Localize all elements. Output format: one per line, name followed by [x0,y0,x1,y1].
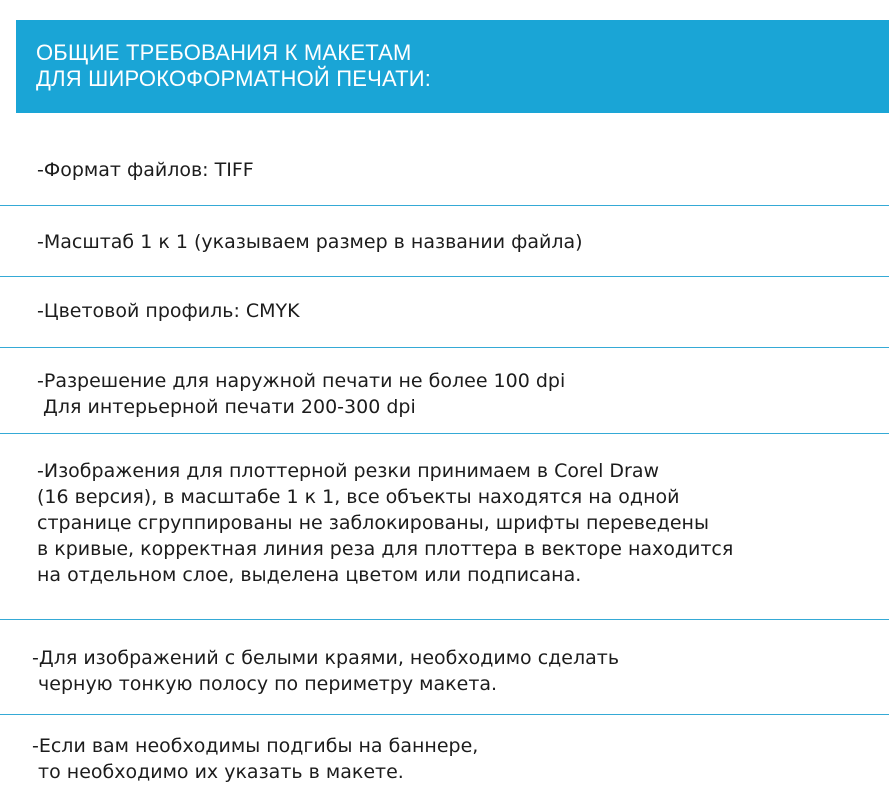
divider [0,205,889,206]
requirement-line: -Масштаб 1 к 1 (указываем размер в названии файла) [37,231,583,253]
requirement-line: (16 версия), в масштабе 1 к 1, все объекты находятся на одной [37,486,680,508]
divider [0,619,889,620]
divider [0,433,889,434]
header-title-line-2: ДЛЯ ШИРОКОФОРМАТНОЙ ПЕЧАТИ: [36,66,432,91]
divider [0,276,889,277]
requirement-line: -Формат файлов: TIFF [37,159,254,181]
requirement-scale [0,229,889,255]
requirement-line: -Если вам необходимы подгибы на баннере, [32,735,479,757]
requirement-plotter-cutting [0,458,889,588]
divider [0,347,889,348]
requirement-line: на отдельном слое, выделена цветом или подписана. [37,564,582,586]
requirement-line: Для интерьерной печати 200-300 dpi [37,396,416,418]
header-title-line-1: ОБЩИЕ ТРЕБОВАНИЯ К МАКЕТАМ [36,40,412,65]
requirement-line: -Разрешение для наружной печати не более 100 dpi [37,370,566,392]
divider [0,714,889,715]
requirement-white-edges [0,645,889,697]
requirement-color-profile [0,298,889,324]
requirement-line: -Изображения для плоттерной резки принимаем в Corel Draw [37,460,660,482]
requirement-line: то необходимо их указать в макете. [32,761,404,783]
header-banner [16,20,889,113]
requirement-file-format [0,157,889,183]
requirement-line: странице сгруппированы не заблокированы, шрифты переведены [37,512,709,534]
requirement-banner-hems [0,733,889,785]
requirement-line: в кривые, корректная линия реза для плоттера в векторе находится [37,538,734,560]
requirement-line: -Цветовой профиль: CMYK [37,300,300,322]
requirement-line: -Для изображений с белыми краями, необходимо сделать [32,647,620,669]
requirement-resolution [0,368,889,420]
requirement-line: черную тонкую полосу по периметру макета. [32,673,498,695]
